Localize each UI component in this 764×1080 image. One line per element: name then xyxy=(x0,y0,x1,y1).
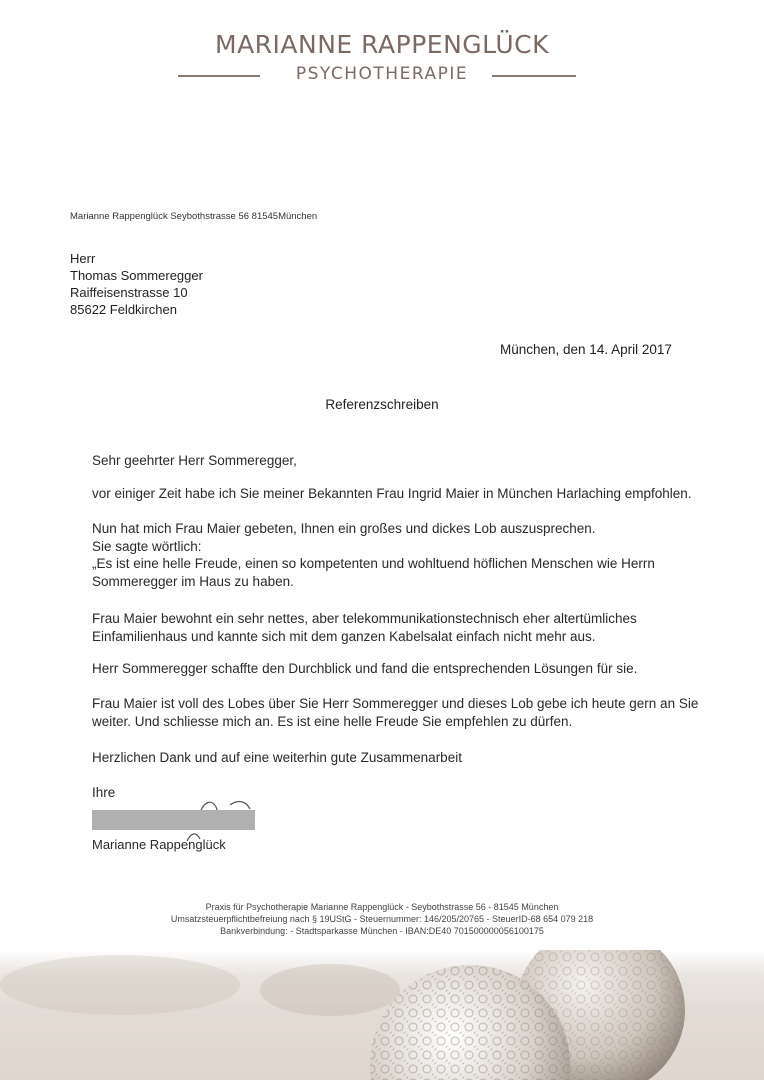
footer-line-3: Bankverbindung: - Stadtsparkasse München - IBAN:DE40 701500000056100175 xyxy=(220,926,544,936)
paragraph-2-line-1: Nun hat mich Frau Maier gebeten, Ihnen ein großes und dickes Lob auszusprechen. xyxy=(92,521,596,536)
letterhead-name: MARIANNE RAPPENGLÜCK xyxy=(215,30,549,59)
footer-line-1: Praxis für Psychotherapie Marianne Rappenglück - Seybothstrasse 56 - 81545 München xyxy=(205,902,559,912)
paragraph-3-line-2: Einfamilienhaus und kannte sich mit dem ganzen Kabelsalat einfach nicht mehr aus. xyxy=(92,628,596,644)
paragraph-5-line-2: weiter. Und schliesse mich an. Es ist eine helle Freude Sie empfehlen zu dürfen. xyxy=(92,713,573,729)
recipient-street: Raiffeisenstrasse 10 xyxy=(70,285,188,300)
recipient-salutation: Herr xyxy=(70,251,96,266)
paragraph-4 xyxy=(92,660,692,678)
sign-off-text: Ihre xyxy=(92,785,116,800)
sender-address-line: Marianne Rappenglück Seybothstrasse 56 81545München xyxy=(70,211,318,222)
recipient-name: Thomas Sommeregger xyxy=(70,268,203,283)
letter-date: München, den 14. April 2017 xyxy=(500,342,672,357)
paragraph-1 xyxy=(92,485,692,503)
paragraph-1-line: vor einiger Zeit habe ich Sie meiner Bekannten Frau Ingrid Maier in München Harlaching empfohlen. xyxy=(92,486,692,501)
closing xyxy=(92,749,692,767)
paragraph-5-line-1: Frau Maier ist voll des Lobes über Sie Herr Sommeregger und dieses Lob gebe ich heute gern an Sie xyxy=(92,696,699,711)
greeting xyxy=(92,452,692,470)
paragraph-2 xyxy=(92,520,692,590)
paragraph-2-line-2: Sie sagte wörtlich: xyxy=(92,538,202,554)
signer-name: Marianne Rappenglück xyxy=(92,837,226,852)
paragraph-3-line-1: Frau Maier bewohnt ein sehr nettes, aber telekommunikationstechnisch eher altertümliches xyxy=(92,611,637,626)
paragraph-2-line-3: „Es ist eine helle Freude, einen so kompetenten und wohltuend höflichen Menschen wie Herrn xyxy=(92,556,655,571)
signature-redaction xyxy=(92,810,255,830)
footer-line-2: Umsatzsteuerpflichtbefreiung nach § 19UStG - Steuernummer: 146/205/20765 - SteuerID-68 654 079 218 xyxy=(170,914,594,924)
paragraph-5 xyxy=(92,695,699,730)
recipient-city: 85622 Feldkirchen xyxy=(70,302,177,317)
paragraph-3 xyxy=(92,610,692,645)
paragraph-4-line: Herr Sommeregger schaffte den Durchblick und fand die entsprechenden Lösungen für sie. xyxy=(92,661,638,676)
decorative-spheres-photo xyxy=(0,950,764,1080)
closing-text: Herzlichen Dank und auf eine weiterhin gute Zusammenarbeit xyxy=(92,750,462,765)
letterhead-subtitle: PSYCHOTHERAPIE xyxy=(295,64,469,84)
letter-subject: Referenzschreiben xyxy=(325,397,439,412)
letterhead-rule-right xyxy=(492,75,576,77)
recipient-address xyxy=(70,250,203,318)
greeting-text: Sehr geehrter Herr Sommeregger, xyxy=(92,453,297,468)
paragraph-2-line-4: Sommeregger im Haus zu haben. xyxy=(92,573,294,589)
